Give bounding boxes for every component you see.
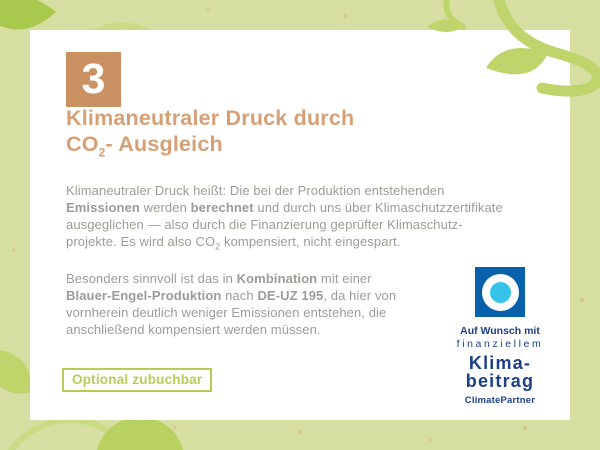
paragraph-offsetting: Klimaneutraler Druck heißt: Die bei der Produktion entstehenden Emissionen werden berechnet und durch uns über Klimaschutzzertifikate ausgeglichen — also durch die Finanzierung geprüfter Klimaschutz- projekte. Es wird also $CO_2$ kompensiert, nicht eingespart. bbox=[66, 183, 503, 252]
paragraph-combination: Besonders sinnvoll ist das in Kombination mit einer Blauer-Engel-Produktion nach DE-UZ 195, da hier von vornherein deutlich weniger Emissionen entstehen, die anschließend kompensiert werden müssen. bbox=[66, 271, 397, 337]
logo-wordmark bbox=[420, 354, 580, 390]
title-line2-rest: - Ausgleich bbox=[105, 132, 223, 156]
leaf-icon bbox=[0, 350, 33, 394]
logo-tagline-line2: finanziellem bbox=[456, 338, 544, 350]
title-co2: CO bbox=[66, 132, 99, 156]
leaf-blob-decoration bbox=[96, 417, 184, 450]
page-title bbox=[66, 105, 355, 160]
title-line1: Klimaneutraler Druck durch bbox=[66, 106, 355, 130]
logo-ring bbox=[482, 274, 519, 311]
climatepartner-logo-icon bbox=[475, 267, 525, 317]
logo-word-line1: Klima- bbox=[468, 353, 532, 373]
logo-brand-name: ClimatePartner bbox=[464, 395, 536, 406]
title-co2-subscript: 2 bbox=[98, 145, 106, 160]
content-card bbox=[30, 30, 570, 420]
logo-word-line2: beitrag bbox=[465, 371, 535, 391]
optional-badge: Optional zubuchbar bbox=[62, 368, 212, 392]
step-number-badge: 3 bbox=[66, 52, 121, 107]
leaf-icon bbox=[0, 0, 56, 30]
logo-dot bbox=[490, 282, 511, 303]
climatepartner-logo bbox=[420, 267, 580, 406]
logo-tagline-line1: Auf Wunsch mit bbox=[460, 325, 540, 337]
